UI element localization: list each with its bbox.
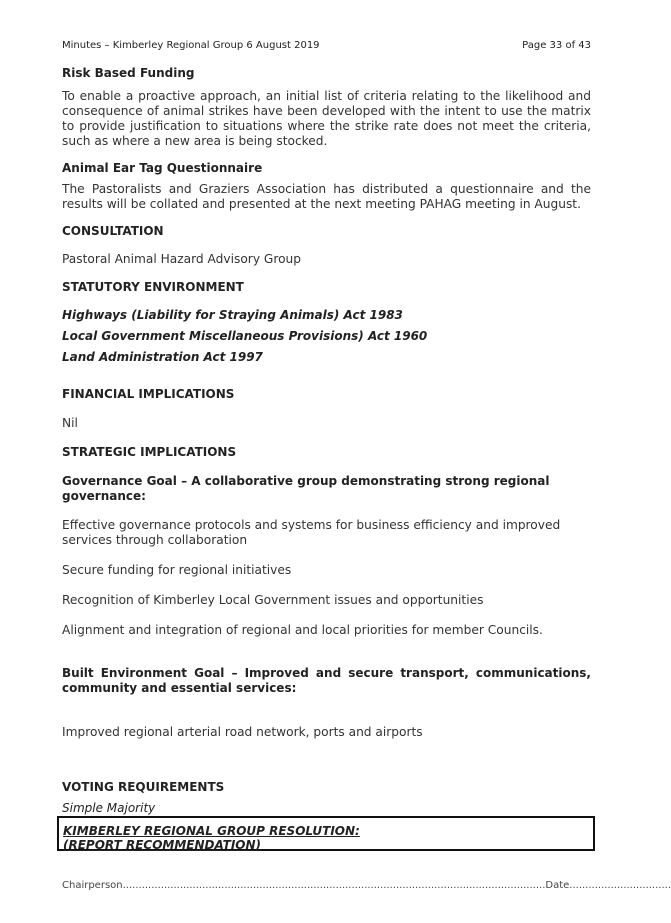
resolution-subtitle: (REPORT RECOMMENDATION) (63, 838, 262, 852)
header-title: Minutes – Kimberley Regional Group 6 August 2019 (62, 40, 320, 51)
act-item: Local Government Miscellaneous Provisions) Act 1960 (62, 329, 428, 343)
page-content (62, 66, 591, 816)
act-item: Highways (Liability for Straying Animals) Act 1983 (62, 308, 403, 322)
signature-footer: Chairperson.....................................................................................................................................Date................................ (62, 880, 671, 891)
governance-goal: Governance Goal – A collaborative group demonstrating strong regional governance: (62, 474, 550, 503)
eartag-paragraph: The Pastoralists and Graziers Association has distributed a questionnaire and the results will be collated and presented at the next meeting PAHAG meeting in August. (62, 182, 591, 211)
consultation-heading: CONSULTATION (62, 224, 164, 238)
strategic-heading: STRATEGIC IMPLICATIONS (62, 445, 237, 459)
governance-item: Recognition of Kimberley Local Government issues and opportunities (62, 593, 484, 607)
voting-heading: VOTING REQUIREMENTS (62, 780, 225, 794)
built-environment-item: Improved regional arterial road network, ports and airports (62, 725, 423, 739)
governance-item: Secure funding for regional initiatives (62, 563, 292, 577)
governance-item: Alignment and integration of regional and local priorities for member Councils. (62, 623, 543, 637)
page-header (62, 40, 591, 51)
eartag-heading: Animal Ear Tag Questionnaire (62, 161, 263, 175)
financial-heading: FINANCIAL IMPLICATIONS (62, 387, 235, 401)
governance-item: Effective governance protocols and systems for business efficiency and improved services through collaboration (62, 518, 561, 547)
built-environment-goal: Built Environment Goal – Improved and secure transport, communications, community and essential services: (62, 666, 591, 695)
consultation-text: Pastoral Animal Hazard Advisory Group (62, 252, 302, 266)
resolution-title: KIMBERLEY REGIONAL GROUP RESOLUTION: (63, 824, 360, 838)
risk-heading: Risk Based Funding (62, 66, 195, 80)
statutory-heading: STATUTORY ENVIRONMENT (62, 280, 244, 294)
risk-paragraph: To enable a proactive approach, an initial list of criteria relating to the likelihood and consequence of animal strikes have been developed with the intent to use the matrix to provide justification to situations where the strike rate does not meet the criteria, such as where a new area is being stocked. (62, 89, 591, 148)
act-item: Land Administration Act 1997 (62, 350, 263, 364)
page-number: Page 33 of 43 (522, 40, 591, 51)
resolution-box (57, 816, 595, 851)
voting-text: Simple Majority (62, 801, 156, 815)
financial-text: Nil (62, 416, 78, 430)
